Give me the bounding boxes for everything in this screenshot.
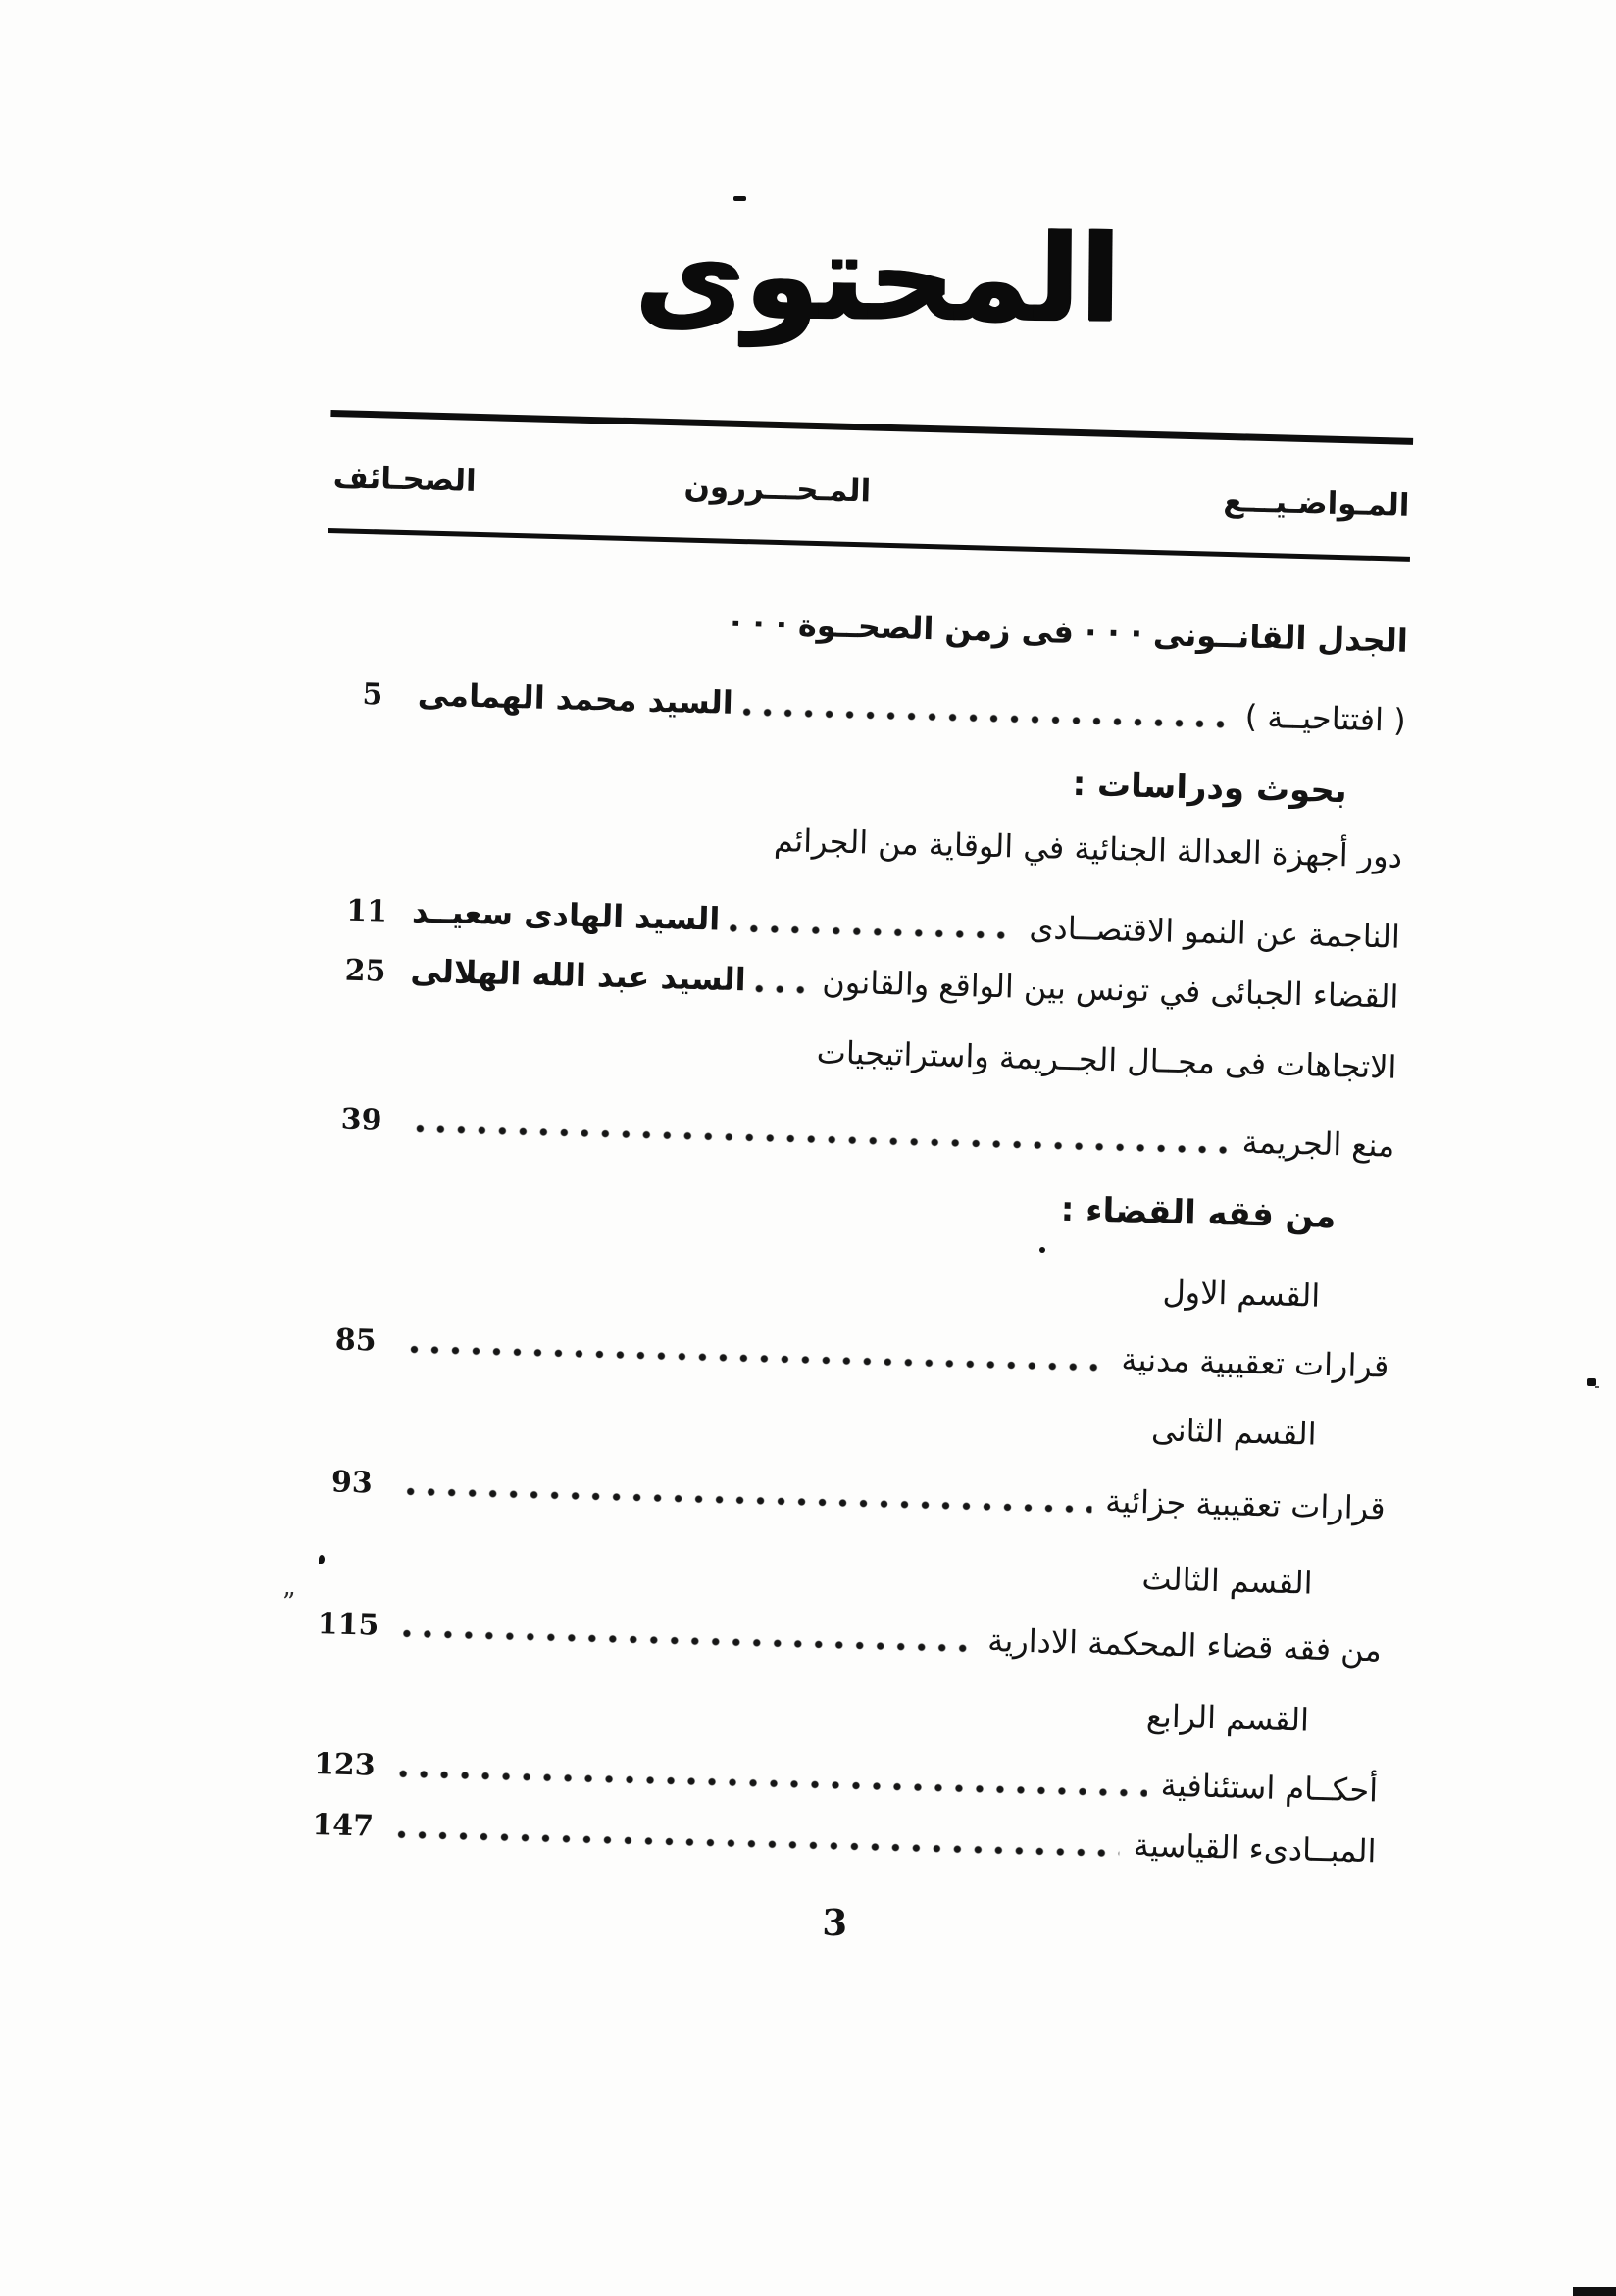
toc-topic-text: منع الجريمة	[1241, 1123, 1395, 1165]
dotted-leader	[416, 1125, 1228, 1155]
toc-page-number: 5	[362, 676, 383, 713]
toc-page-number: 93	[330, 1465, 374, 1501]
toc-row	[316, 1092, 1395, 1172]
toc-subsection-heading	[308, 1382, 1388, 1462]
scan-artifact-speck	[1587, 1378, 1596, 1386]
toc-row	[302, 1597, 1382, 1676]
toc-author-name: السيد محمد الهمامى	[417, 675, 734, 722]
toc-topic-text: ( افتتاحيــة )	[1244, 697, 1407, 739]
toc-topic-text: دور أجهزة العدالة الجنائية في الوقاية من الجرائم	[773, 821, 1403, 875]
folio-page-number: 3	[821, 1900, 848, 1945]
dotted-leader	[742, 708, 1231, 728]
page-title: المحتوى	[633, 205, 1122, 349]
toc-topic-text: الاتجاهات فى مجــال الجــريمة واستراتيجيات	[816, 1033, 1397, 1086]
toc-topic-text: القضاء الجبائى في تونس بين الواقع والقانون	[821, 963, 1399, 1016]
toc-topic-text: القسم الاول	[1162, 1273, 1321, 1315]
toc-row	[328, 587, 1408, 667]
column-header-pages: الصحـائف	[332, 460, 478, 499]
dotted-leader	[397, 1830, 1119, 1857]
toc-topic-text: من فقه قضاء المحكمة الادارية	[986, 1621, 1383, 1670]
scan-artifact-dash	[733, 196, 746, 201]
toc-subsection-heading	[312, 1244, 1391, 1323]
toc-subsection-heading	[301, 1669, 1381, 1748]
toc-page-number: 39	[340, 1102, 382, 1138]
toc-author-name: السيد الهادى سعيــد	[411, 892, 721, 938]
toc-topic-text: المبــادىء القياسية	[1133, 1825, 1377, 1871]
scan-artifact-tick	[319, 1555, 325, 1564]
toc-author-name: السيد عبد الله الهلالى	[410, 952, 747, 999]
toc-row	[318, 1014, 1397, 1093]
dotted-leader	[399, 1770, 1147, 1797]
dotted-leader	[403, 1629, 974, 1652]
dotted-leader	[755, 985, 808, 994]
column-header-topics: المـواضـيـــع	[1223, 482, 1410, 524]
toc-section-heading	[314, 1165, 1393, 1244]
toc-row	[306, 1455, 1386, 1534]
toc-topic-text: بحوث ودراسات :	[1072, 764, 1348, 812]
toc-page-number: 147	[311, 1808, 375, 1844]
column-header-editors: المـحـــررون	[683, 469, 872, 510]
toc-topic-text: الناجمة عن النمو الاقتصــادى	[1029, 908, 1401, 956]
toc-row	[324, 803, 1403, 882]
scan-artifact-dot	[1039, 1247, 1045, 1253]
toc-topic-text: القسم الرابع	[1145, 1697, 1310, 1739]
toc-topic-text: القسم الثالث	[1141, 1560, 1314, 1602]
toc-topic-text: أحكــام استئنافية	[1160, 1766, 1379, 1810]
toc-topic-text: من فقه القضاء :	[1060, 1189, 1337, 1237]
toc-page-number: 115	[317, 1607, 379, 1643]
scan-artifact-corner-mark	[1573, 2287, 1616, 2296]
toc-page-number: 123	[313, 1747, 377, 1783]
dotted-leader	[730, 924, 1015, 940]
toc-row	[327, 667, 1406, 746]
toc-subsection-heading	[304, 1531, 1384, 1611]
toc-topic-text: قرارات تعقيبية مدنية	[1121, 1340, 1389, 1385]
toc-rows	[297, 0, 1424, 1876]
toc-page-number: 25	[344, 953, 386, 989]
toc-page-number: 11	[345, 893, 388, 929]
dotted-leader	[410, 1345, 1107, 1372]
toc-topic-text: القسم الثانى	[1150, 1411, 1318, 1453]
scan-artifact-quote-mark: ”	[282, 1588, 296, 1618]
toc-row	[310, 1313, 1389, 1392]
dotted-leader	[407, 1487, 1092, 1513]
toc-page-number: 85	[334, 1323, 378, 1359]
toc-topic-text: قرارات تعقيبية جزائية	[1104, 1482, 1387, 1527]
toc-topic-text: الجدل القانــونى · · · فى زمن الصحــوة · · ·	[729, 604, 1409, 660]
